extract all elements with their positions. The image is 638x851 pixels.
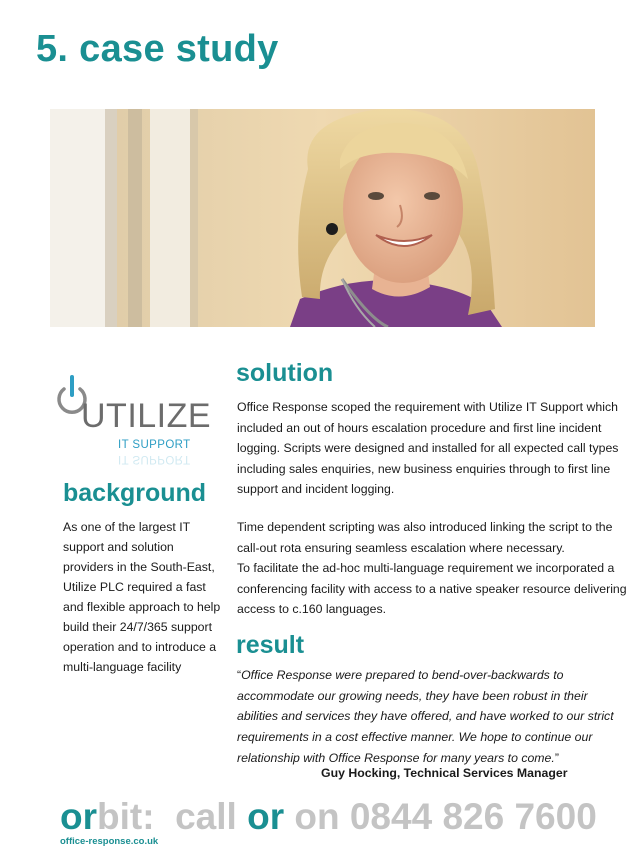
solution-paragraph-2: Time dependent scripting was also introduced linking the script to the call-out rota ensuring seamless escalation where necessary. [237,520,613,555]
footer-url: office-response.co.uk [60,836,159,847]
result-heading: result [236,631,305,659]
testimonial-attribution: Guy Hocking, Technical Services Manager [321,766,568,780]
solution-paragraph-1: Office Response scoped the requirement with Utilize IT Support which included an out of hours escalation procedure and first line incident logging. Scripts were designed and installed for all expected call types including sales enquiries, new business enquiries through to first line support and incident logging. [237,400,619,496]
logo-subtitle-reflection: IT SUPPORT [118,453,191,465]
footer-brand-or: or [60,796,97,837]
solution-paragraph-3: To facilitate the ad-hoc multi-language requirement we incorporated a conferencing facility with access to a native speaker resource delivering access to c.160 languages. [237,561,627,616]
footer-phone: on 0844 826 7600 [294,796,597,837]
testimonial-quote [237,665,629,769]
utilize-logo [52,373,212,473]
logo-subtitle: IT SUPPORT [118,439,191,451]
background-heading: background [63,479,207,507]
logo-wordmark: UTILIZE [81,397,212,435]
quote-open-mark: “ [237,668,242,682]
page-title: 5. case study [36,28,279,70]
case-study-photo [50,109,595,327]
solution-heading: solution [236,359,334,387]
footer-brand-bit: bit: [97,796,155,837]
solution-paragraph-2-group [237,517,629,620]
footer-call: call [175,796,237,837]
quote-close-mark: ” [554,750,559,765]
testimonial-quote-text: Office Response were prepared to bend-over-backwards to accommodate our growing needs, they have been robust in their abilities and services they have offered, and have worked to our strict requirements in a cost effective manner. We hope to continue our relationship with Office Response for many years to come. [237,668,614,765]
footer-or: or [247,796,285,837]
background-text: As one of the largest IT support and solution providers in the South-East, Utilize PLC required a fast and flexible approach to help build their 24/7/365 support operation and to introduce a multi-language facility [63,520,221,674]
